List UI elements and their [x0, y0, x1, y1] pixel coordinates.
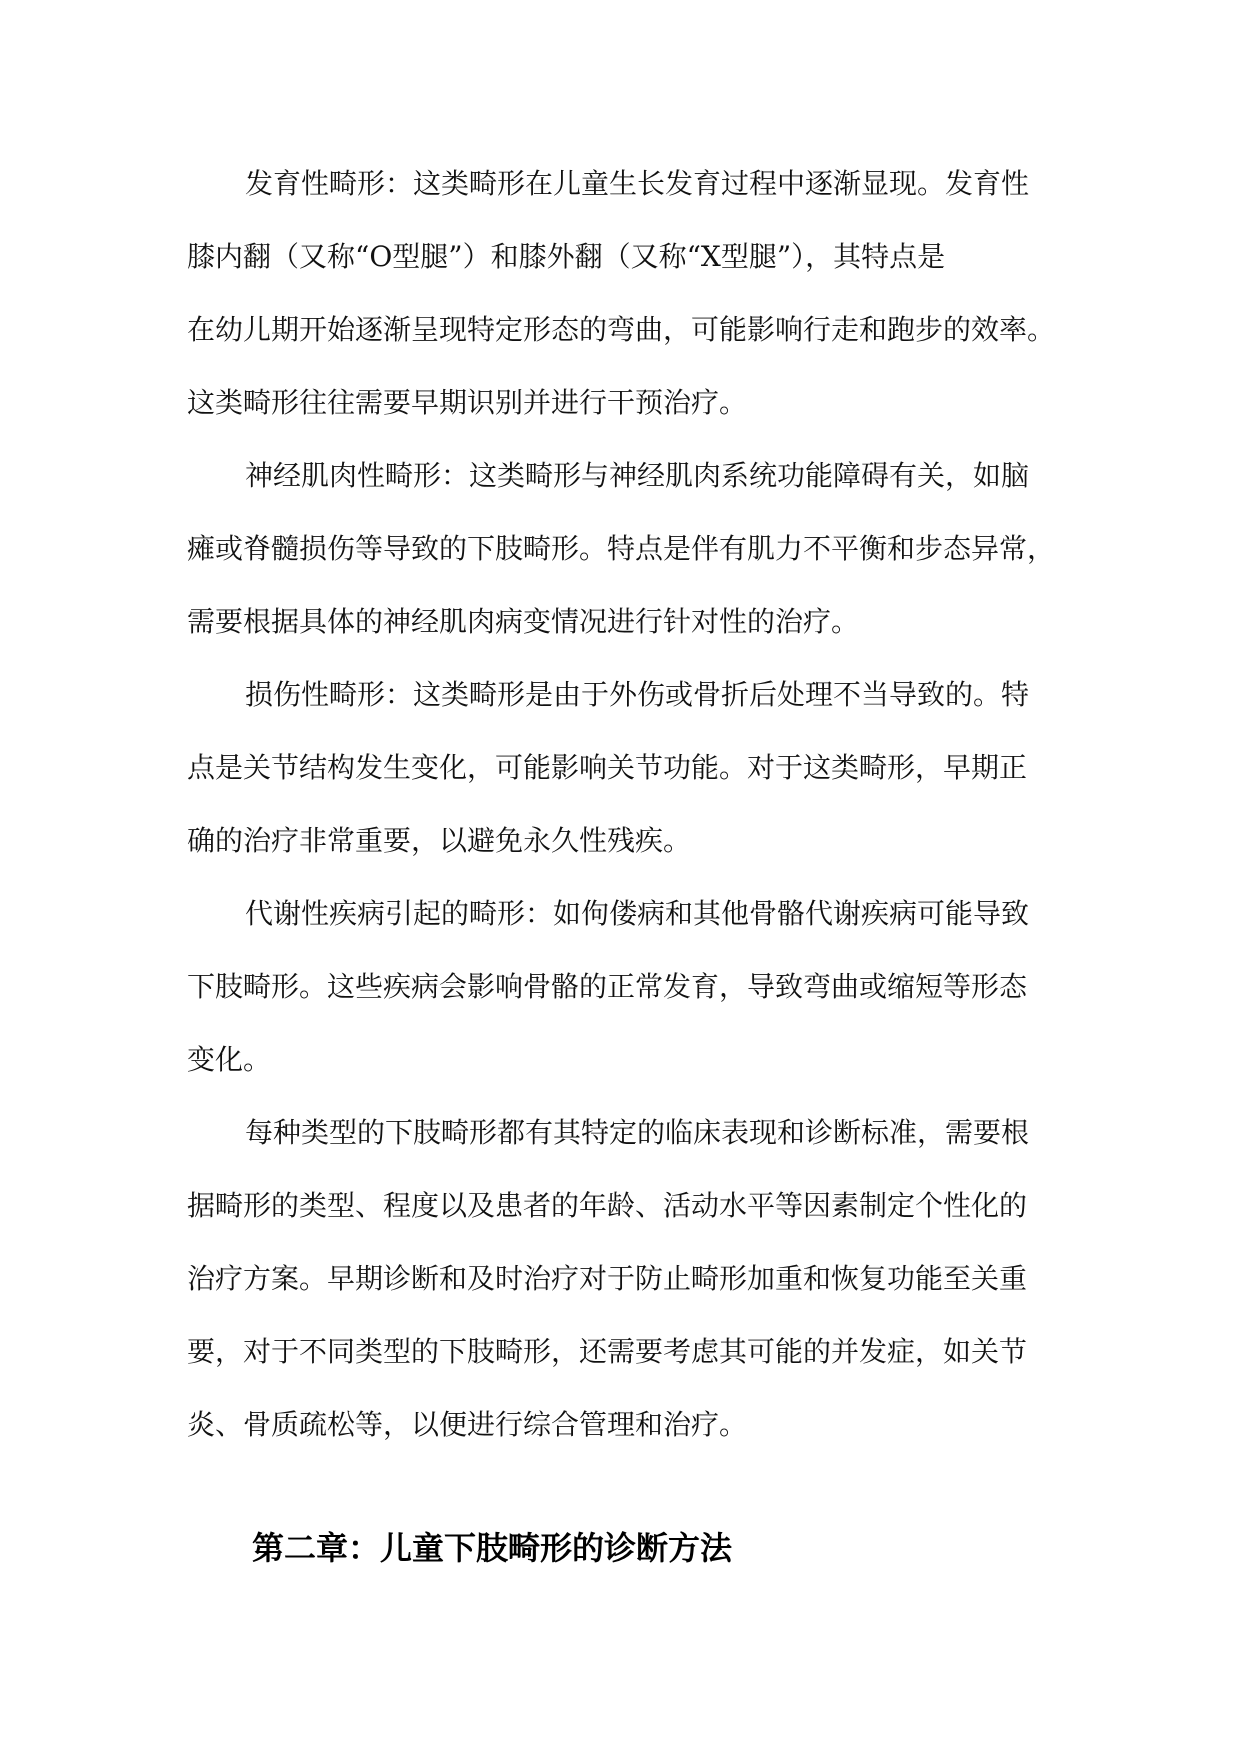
paragraph-line: 下肢畸形。这些疾病会影响骨骼的正常发育，导致弯曲或缩短等形态	[187, 970, 1028, 1003]
body-text	[187, 147, 1087, 1461]
paragraph-line: 发育性畸形：这类畸形在儿童生长发育过程中逐渐显现。发育性	[245, 167, 1030, 200]
paragraph-line: 神经肌肉性畸形：这类畸形与神经肌肉系统功能障碍有关，如脑	[245, 459, 1030, 492]
paragraph-line: 需要根据具体的神经肌肉病变情况进行针对性的治疗。	[187, 605, 860, 638]
paragraph-line: 损伤性畸形：这类畸形是由于外伤或骨折后处理不当导致的。特	[245, 678, 1030, 711]
paragraph-line: 变化。	[187, 1043, 272, 1076]
paragraph-line: 代谢性疾病引起的畸形：如佝偻病和其他骨骼代谢疾病可能导致	[245, 897, 1030, 930]
paragraph-neuromuscular-deformity	[187, 439, 1087, 658]
chapter-heading: 第二章：儿童下肢畸形的诊断方法	[252, 1529, 733, 1567]
paragraph-metabolic-deformity	[187, 877, 1087, 1096]
paragraph-line: 在幼儿期开始逐渐呈现特定形态的弯曲，可能影响行走和跑步的效率。	[187, 313, 1056, 346]
paragraph-line: 瘫或脊髓损伤等导致的下肢畸形。特点是伴有肌力不平衡和步态异常，	[187, 532, 1056, 565]
paragraph-line: 要，对于不同类型的下肢畸形，还需要考虑其可能的并发症，如关节	[187, 1335, 1028, 1368]
paragraph-line: 确的治疗非常重要，以避免永久性残疾。	[187, 824, 692, 857]
paragraph-line: 据畸形的类型、程度以及患者的年龄、活动水平等因素制定个性化的	[187, 1189, 1028, 1222]
paragraph-line: 每种类型的下肢畸形都有其特定的临床表现和诊断标准，需要根	[245, 1116, 1030, 1149]
paragraph-line: 点是关节结构发生变化，可能影响关节功能。对于这类畸形，早期正	[187, 751, 1028, 784]
paragraph-traumatic-deformity	[187, 658, 1087, 877]
paragraph-line: 膝内翻（又称“O型腿”）和膝外翻（又称“X型腿”），其特点是	[187, 240, 946, 273]
paragraph-line: 炎、骨质疏松等，以便进行综合管理和治疗。	[187, 1408, 748, 1441]
paragraph-line: 这类畸形往往需要早期识别并进行干预治疗。	[187, 386, 748, 419]
paragraph-line: 治疗方案。早期诊断和及时治疗对于防止畸形加重和恢复功能至关重	[187, 1262, 1028, 1295]
paragraph-summary	[187, 1096, 1087, 1461]
paragraph-developmental-deformity	[187, 147, 1087, 439]
